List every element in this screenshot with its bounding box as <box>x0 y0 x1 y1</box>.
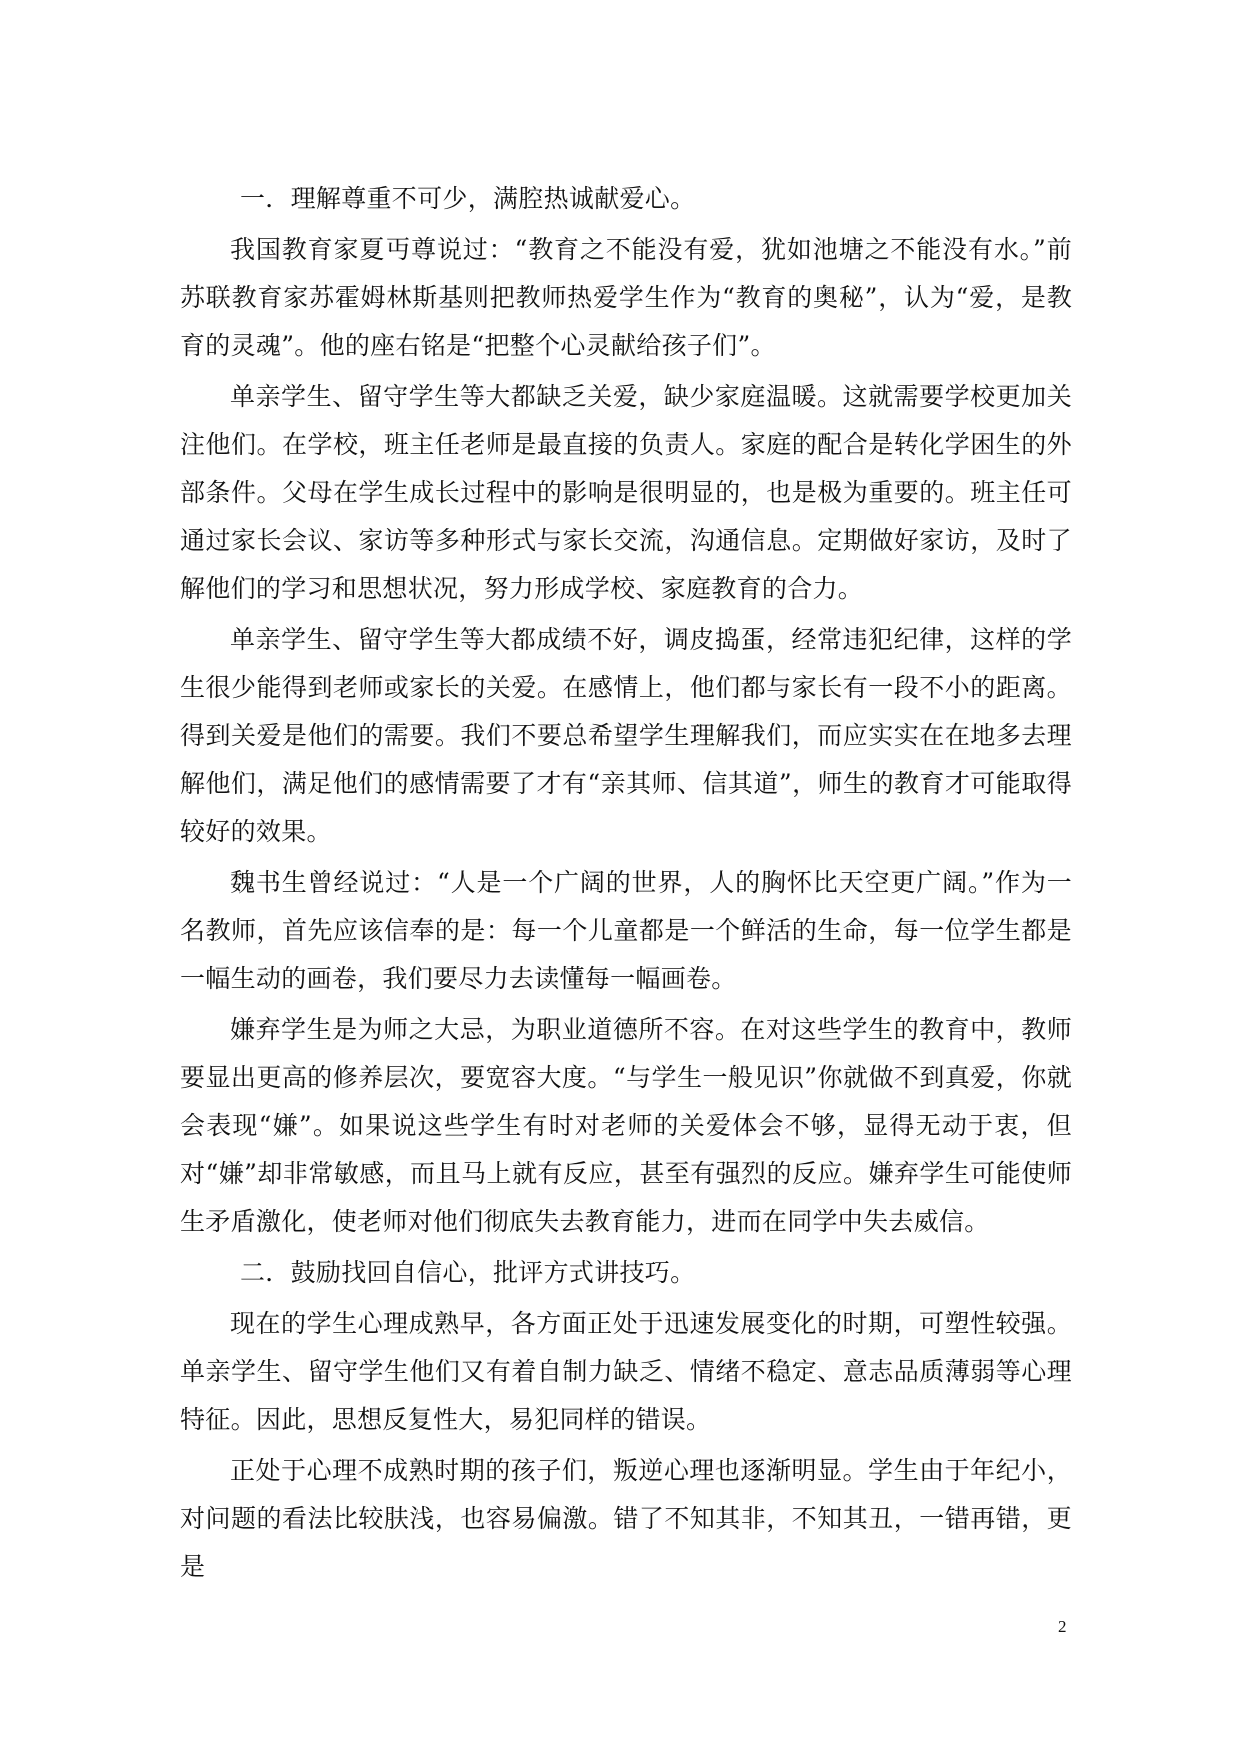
page-number: 2 <box>1058 1617 1067 1636</box>
paragraph: 现在的学生心理成熟早，各方面正处于迅速发展变化的时期，可塑性较强。单亲学生、留守学生他们又有着自制力缺乏、情绪不稳定、意志品质薄弱等心理特征。因此，思想反复性大，易犯同样的错误。 <box>180 1309 1072 1434</box>
paragraph: 单亲学生、留守学生等大都缺乏关爱，缺少家庭温暖。这就需要学校更加关注他们。在学校，班主任老师是最直接的负责人。家庭的配合是转化学困生的外部条件。父母在学生成长过程中的影响是很明显的，也是极为重要的。班主任可通过家长会议、家访等多种形式与家长交流，沟通信息。定期做好家访，及时了解他们的学习和思想状况，努力形成学校、家庭教育的合力。 <box>180 382 1072 603</box>
paragraph: 魏书生曾经说过：“人是一个广阔的世界，人的胸怀比天空更广阔。”作为一名教师，首先应该信奉的是：每一个儿童都是一个鲜活的生命，每一位学生都是一幅生动的画卷，我们要尽力去读懂每一幅画卷。 <box>180 868 1072 993</box>
paragraph: 正处于心理不成熟时期的孩子们，叛逆心理也逐渐明显。学生由于年纪小，对问题的看法比较肤浅，也容易偏激。错了不知其非，不知其丑，一错再错，更是 <box>180 1456 1072 1581</box>
page-body <box>180 175 1072 1591</box>
paragraph: 单亲学生、留守学生等大都成绩不好，调皮捣蛋，经常违犯纪律，这样的学生很少能得到老师或家长的关爱。在感情上，他们都与家长有一段不小的距离。得到关爱是他们的需要。我们不要总希望学生理解我们，而应实实在在地多去理解他们，满足他们的感情需要了才有“亲其师、信其道”，师生的教育才可能取得较好的效果。 <box>180 625 1072 846</box>
section-heading-2: 二．鼓励找回自信心，批评方式讲技巧。 <box>240 1258 696 1287</box>
section-heading-1: 一．理解尊重不可少，满腔热诚献爱心。 <box>240 184 696 213</box>
paragraph: 嫌弃学生是为师之大忌，为职业道德所不容。在对这些学生的教育中，教师要显出更高的修养层次，要宽容大度。“与学生一般见识”你就做不到真爱，你就会表现“嫌”。如果说这些学生有时对老师的关爱体会不够，显得无动于衷，但对“嫌”却非常敏感，而且马上就有反应，甚至有强烈的反应。嫌弃学生可能使师生矛盾激化，使老师对他们彻底失去教育能力，进而在同学中失去威信。 <box>180 1015 1072 1236</box>
paragraph: 我国教育家夏丏尊说过：“教育之不能没有爱，犹如池塘之不能没有水。”前苏联教育家苏霍姆林斯基则把教师热爱学生作为“教育的奥秘”，认为“爱，是教育的灵魂”。他的座右铭是“把整个心灵献给孩子们”。 <box>180 235 1072 360</box>
